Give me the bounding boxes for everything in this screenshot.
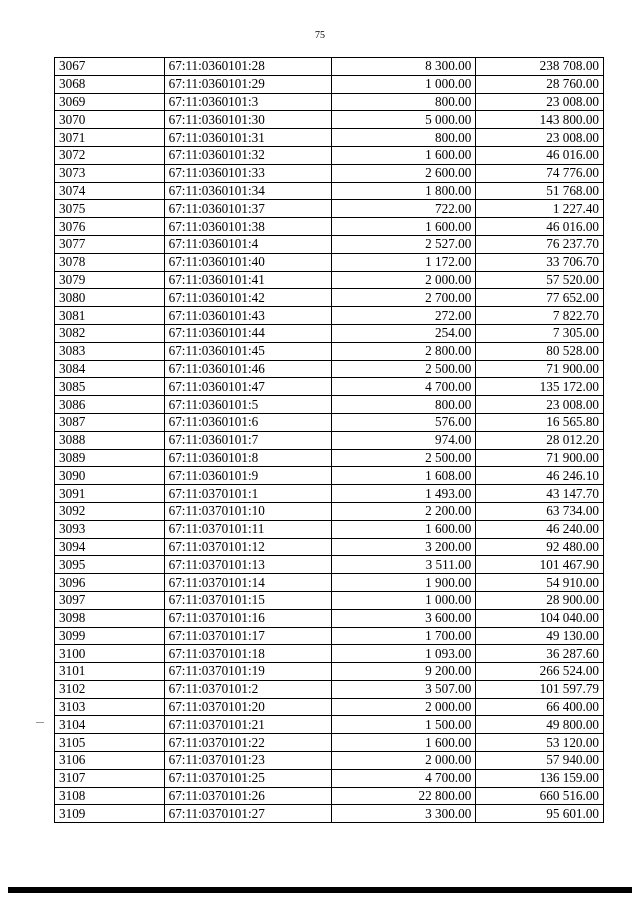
cell-record-number: 3087 bbox=[55, 413, 165, 431]
cell-value: 57 940.00 bbox=[476, 752, 604, 770]
cell-cadastral-number: 67:11:0360101:31 bbox=[164, 129, 331, 147]
table-row bbox=[55, 413, 604, 431]
margin-mark bbox=[36, 722, 44, 723]
page-number: 75 bbox=[315, 30, 325, 41]
table-row bbox=[55, 342, 604, 360]
cell-area: 254.00 bbox=[331, 324, 476, 342]
cell-area: 800.00 bbox=[331, 93, 476, 111]
cell-area: 3 507.00 bbox=[331, 680, 476, 698]
cell-record-number: 3073 bbox=[55, 164, 165, 182]
cell-value: 101 467.90 bbox=[476, 556, 604, 574]
table-row bbox=[55, 58, 604, 76]
cell-area: 1 493.00 bbox=[331, 485, 476, 503]
cell-record-number: 3091 bbox=[55, 485, 165, 503]
cell-value: 92 480.00 bbox=[476, 538, 604, 556]
cell-cadastral-number: 67:11:0360101:30 bbox=[164, 111, 331, 129]
cell-cadastral-number: 67:11:0360101:3 bbox=[164, 93, 331, 111]
table-row bbox=[55, 663, 604, 681]
cell-cadastral-number: 67:11:0370101:11 bbox=[164, 520, 331, 538]
cell-area: 1 600.00 bbox=[331, 520, 476, 538]
table-row bbox=[55, 129, 604, 147]
cell-value: 104 040.00 bbox=[476, 609, 604, 627]
table-row bbox=[55, 289, 604, 307]
cell-cadastral-number: 67:11:0360101:41 bbox=[164, 271, 331, 289]
cell-cadastral-number: 67:11:0360101:34 bbox=[164, 182, 331, 200]
cell-record-number: 3099 bbox=[55, 627, 165, 645]
cell-cadastral-number: 67:11:0360101:43 bbox=[164, 307, 331, 325]
cell-cadastral-number: 67:11:0370101:17 bbox=[164, 627, 331, 645]
cell-value: 63 734.00 bbox=[476, 502, 604, 520]
cell-cadastral-number: 67:11:0370101:19 bbox=[164, 663, 331, 681]
cell-record-number: 3093 bbox=[55, 520, 165, 538]
cell-record-number: 3075 bbox=[55, 200, 165, 218]
cell-record-number: 3088 bbox=[55, 431, 165, 449]
table-row bbox=[55, 378, 604, 396]
table-row bbox=[55, 200, 604, 218]
cell-cadastral-number: 67:11:0360101:8 bbox=[164, 449, 331, 467]
cell-record-number: 3069 bbox=[55, 93, 165, 111]
cell-record-number: 3072 bbox=[55, 146, 165, 164]
table-row bbox=[55, 360, 604, 378]
cell-area: 2 000.00 bbox=[331, 752, 476, 770]
table-row bbox=[55, 146, 604, 164]
table-row bbox=[55, 396, 604, 414]
cell-area: 1 000.00 bbox=[331, 75, 476, 93]
cell-record-number: 3084 bbox=[55, 360, 165, 378]
cell-area: 1 600.00 bbox=[331, 146, 476, 164]
cell-cadastral-number: 67:11:0370101:26 bbox=[164, 787, 331, 805]
cell-area: 8 300.00 bbox=[331, 58, 476, 76]
cell-record-number: 3086 bbox=[55, 396, 165, 414]
table-row bbox=[55, 253, 604, 271]
cell-record-number: 3083 bbox=[55, 342, 165, 360]
cell-area: 2 700.00 bbox=[331, 289, 476, 307]
cell-value: 43 147.70 bbox=[476, 485, 604, 503]
cell-value: 660 516.00 bbox=[476, 787, 604, 805]
cell-value: 76 237.70 bbox=[476, 235, 604, 253]
cell-record-number: 3080 bbox=[55, 289, 165, 307]
cell-area: 4 700.00 bbox=[331, 378, 476, 396]
cell-area: 272.00 bbox=[331, 307, 476, 325]
table-row bbox=[55, 431, 604, 449]
cell-record-number: 3100 bbox=[55, 645, 165, 663]
cell-value: 77 652.00 bbox=[476, 289, 604, 307]
cell-record-number: 3085 bbox=[55, 378, 165, 396]
cell-value: 54 910.00 bbox=[476, 574, 604, 592]
cell-cadastral-number: 67:11:0360101:44 bbox=[164, 324, 331, 342]
table-row bbox=[55, 645, 604, 663]
table-row bbox=[55, 467, 604, 485]
cell-record-number: 3109 bbox=[55, 805, 165, 823]
cell-area: 1 900.00 bbox=[331, 574, 476, 592]
cell-value: 33 706.70 bbox=[476, 253, 604, 271]
cell-value: 57 520.00 bbox=[476, 271, 604, 289]
cell-area: 3 200.00 bbox=[331, 538, 476, 556]
cell-value: 51 768.00 bbox=[476, 182, 604, 200]
cell-value: 74 776.00 bbox=[476, 164, 604, 182]
cell-value: 1 227.40 bbox=[476, 200, 604, 218]
table-row bbox=[55, 698, 604, 716]
cell-area: 974.00 bbox=[331, 431, 476, 449]
cell-record-number: 3104 bbox=[55, 716, 165, 734]
cell-record-number: 3094 bbox=[55, 538, 165, 556]
cell-value: 101 597.79 bbox=[476, 680, 604, 698]
table-row bbox=[55, 520, 604, 538]
table-row bbox=[55, 556, 604, 574]
table-row bbox=[55, 235, 604, 253]
cell-cadastral-number: 67:11:0360101:38 bbox=[164, 218, 331, 236]
table-row bbox=[55, 164, 604, 182]
table-row bbox=[55, 324, 604, 342]
cell-area: 2 500.00 bbox=[331, 449, 476, 467]
cell-area: 2 500.00 bbox=[331, 360, 476, 378]
cell-cadastral-number: 67:11:0360101:45 bbox=[164, 342, 331, 360]
cell-cadastral-number: 67:11:0360101:7 bbox=[164, 431, 331, 449]
cell-area: 2 200.00 bbox=[331, 502, 476, 520]
cell-value: 95 601.00 bbox=[476, 805, 604, 823]
table-row bbox=[55, 734, 604, 752]
cell-value: 71 900.00 bbox=[476, 360, 604, 378]
cell-value: 28 012.20 bbox=[476, 431, 604, 449]
cell-value: 136 159.00 bbox=[476, 769, 604, 787]
cell-area: 2 527.00 bbox=[331, 235, 476, 253]
cell-cadastral-number: 67:11:0370101:20 bbox=[164, 698, 331, 716]
cell-value: 28 900.00 bbox=[476, 591, 604, 609]
cell-value: 46 240.00 bbox=[476, 520, 604, 538]
cell-value: 135 172.00 bbox=[476, 378, 604, 396]
cell-area: 1 800.00 bbox=[331, 182, 476, 200]
land-registry-table bbox=[54, 57, 604, 823]
cell-cadastral-number: 67:11:0360101:4 bbox=[164, 235, 331, 253]
table-row bbox=[55, 609, 604, 627]
cell-area: 3 511.00 bbox=[331, 556, 476, 574]
cell-record-number: 3092 bbox=[55, 502, 165, 520]
cell-area: 1 608.00 bbox=[331, 467, 476, 485]
cell-area: 3 600.00 bbox=[331, 609, 476, 627]
cell-cadastral-number: 67:11:0360101:29 bbox=[164, 75, 331, 93]
table-row bbox=[55, 502, 604, 520]
cell-record-number: 3076 bbox=[55, 218, 165, 236]
cell-cadastral-number: 67:11:0370101:25 bbox=[164, 769, 331, 787]
cell-area: 2 000.00 bbox=[331, 698, 476, 716]
table-row bbox=[55, 93, 604, 111]
cell-area: 9 200.00 bbox=[331, 663, 476, 681]
cell-cadastral-number: 67:11:0360101:46 bbox=[164, 360, 331, 378]
cell-record-number: 3096 bbox=[55, 574, 165, 592]
cell-cadastral-number: 67:11:0370101:1 bbox=[164, 485, 331, 503]
table-row bbox=[55, 805, 604, 823]
cell-record-number: 3101 bbox=[55, 663, 165, 681]
table-row bbox=[55, 271, 604, 289]
cell-cadastral-number: 67:11:0370101:15 bbox=[164, 591, 331, 609]
cell-area: 4 700.00 bbox=[331, 769, 476, 787]
cell-area: 5 000.00 bbox=[331, 111, 476, 129]
cell-cadastral-number: 67:11:0360101:5 bbox=[164, 396, 331, 414]
cell-cadastral-number: 67:11:0370101:16 bbox=[164, 609, 331, 627]
cell-value: 36 287.60 bbox=[476, 645, 604, 663]
cell-value: 49 800.00 bbox=[476, 716, 604, 734]
cell-cadastral-number: 67:11:0360101:37 bbox=[164, 200, 331, 218]
table-row bbox=[55, 769, 604, 787]
table-row bbox=[55, 716, 604, 734]
cell-value: 23 008.00 bbox=[476, 93, 604, 111]
cell-record-number: 3082 bbox=[55, 324, 165, 342]
cell-area: 2 000.00 bbox=[331, 271, 476, 289]
table-row bbox=[55, 787, 604, 805]
cell-cadastral-number: 67:11:0360101:33 bbox=[164, 164, 331, 182]
cell-cadastral-number: 67:11:0360101:6 bbox=[164, 413, 331, 431]
cell-value: 71 900.00 bbox=[476, 449, 604, 467]
cell-record-number: 3095 bbox=[55, 556, 165, 574]
cell-area: 22 800.00 bbox=[331, 787, 476, 805]
cell-record-number: 3077 bbox=[55, 235, 165, 253]
cell-record-number: 3098 bbox=[55, 609, 165, 627]
table-row bbox=[55, 752, 604, 770]
cell-cadastral-number: 67:11:0370101:27 bbox=[164, 805, 331, 823]
cell-area: 1 600.00 bbox=[331, 218, 476, 236]
cell-cadastral-number: 67:11:0370101:10 bbox=[164, 502, 331, 520]
cell-record-number: 3097 bbox=[55, 591, 165, 609]
cell-value: 80 528.00 bbox=[476, 342, 604, 360]
cell-cadastral-number: 67:11:0360101:9 bbox=[164, 467, 331, 485]
cell-value: 23 008.00 bbox=[476, 396, 604, 414]
cell-value: 238 708.00 bbox=[476, 58, 604, 76]
table-row bbox=[55, 485, 604, 503]
cell-cadastral-number: 67:11:0370101:22 bbox=[164, 734, 331, 752]
cell-area: 576.00 bbox=[331, 413, 476, 431]
cell-cadastral-number: 67:11:0360101:28 bbox=[164, 58, 331, 76]
cell-area: 1 500.00 bbox=[331, 716, 476, 734]
cell-cadastral-number: 67:11:0370101:14 bbox=[164, 574, 331, 592]
cell-area: 1 172.00 bbox=[331, 253, 476, 271]
table-row bbox=[55, 111, 604, 129]
cell-record-number: 3102 bbox=[55, 680, 165, 698]
cell-record-number: 3074 bbox=[55, 182, 165, 200]
cell-value: 46 246.10 bbox=[476, 467, 604, 485]
table-row bbox=[55, 538, 604, 556]
cell-cadastral-number: 67:11:0370101:2 bbox=[164, 680, 331, 698]
table-body bbox=[55, 58, 604, 823]
cell-value: 66 400.00 bbox=[476, 698, 604, 716]
cell-area: 1 700.00 bbox=[331, 627, 476, 645]
cell-record-number: 3107 bbox=[55, 769, 165, 787]
cell-record-number: 3103 bbox=[55, 698, 165, 716]
cell-record-number: 3070 bbox=[55, 111, 165, 129]
cell-cadastral-number: 67:11:0360101:40 bbox=[164, 253, 331, 271]
cell-record-number: 3079 bbox=[55, 271, 165, 289]
cell-record-number: 3067 bbox=[55, 58, 165, 76]
table-row bbox=[55, 591, 604, 609]
cell-record-number: 3089 bbox=[55, 449, 165, 467]
cell-value: 46 016.00 bbox=[476, 146, 604, 164]
cell-value: 23 008.00 bbox=[476, 129, 604, 147]
cell-area: 3 300.00 bbox=[331, 805, 476, 823]
table-row bbox=[55, 182, 604, 200]
cell-value: 28 760.00 bbox=[476, 75, 604, 93]
cell-cadastral-number: 67:11:0360101:42 bbox=[164, 289, 331, 307]
cell-value: 7 305.00 bbox=[476, 324, 604, 342]
table-row bbox=[55, 627, 604, 645]
table-row bbox=[55, 449, 604, 467]
cell-cadastral-number: 67:11:0370101:21 bbox=[164, 716, 331, 734]
cell-value: 46 016.00 bbox=[476, 218, 604, 236]
cell-area: 1 600.00 bbox=[331, 734, 476, 752]
cell-area: 2 800.00 bbox=[331, 342, 476, 360]
cell-cadastral-number: 67:11:0360101:32 bbox=[164, 146, 331, 164]
cell-value: 49 130.00 bbox=[476, 627, 604, 645]
cell-value: 16 565.80 bbox=[476, 413, 604, 431]
table-row bbox=[55, 574, 604, 592]
cell-value: 7 822.70 bbox=[476, 307, 604, 325]
cell-value: 266 524.00 bbox=[476, 663, 604, 681]
cell-record-number: 3105 bbox=[55, 734, 165, 752]
cell-area: 1 000.00 bbox=[331, 591, 476, 609]
cell-cadastral-number: 67:11:0370101:12 bbox=[164, 538, 331, 556]
bottom-rule bbox=[8, 887, 632, 893]
cell-area: 800.00 bbox=[331, 129, 476, 147]
cell-cadastral-number: 67:11:0370101:13 bbox=[164, 556, 331, 574]
table-row bbox=[55, 75, 604, 93]
cell-value: 143 800.00 bbox=[476, 111, 604, 129]
cell-area: 800.00 bbox=[331, 396, 476, 414]
table-row bbox=[55, 307, 604, 325]
cell-area: 722.00 bbox=[331, 200, 476, 218]
cell-value: 53 120.00 bbox=[476, 734, 604, 752]
cell-cadastral-number: 67:11:0370101:23 bbox=[164, 752, 331, 770]
cell-cadastral-number: 67:11:0360101:47 bbox=[164, 378, 331, 396]
table-row bbox=[55, 218, 604, 236]
cell-record-number: 3068 bbox=[55, 75, 165, 93]
cell-area: 1 093.00 bbox=[331, 645, 476, 663]
cell-record-number: 3108 bbox=[55, 787, 165, 805]
cell-cadastral-number: 67:11:0370101:18 bbox=[164, 645, 331, 663]
cell-record-number: 3106 bbox=[55, 752, 165, 770]
cell-area: 2 600.00 bbox=[331, 164, 476, 182]
cell-record-number: 3081 bbox=[55, 307, 165, 325]
table-row bbox=[55, 680, 604, 698]
cell-record-number: 3078 bbox=[55, 253, 165, 271]
cell-record-number: 3090 bbox=[55, 467, 165, 485]
cell-record-number: 3071 bbox=[55, 129, 165, 147]
